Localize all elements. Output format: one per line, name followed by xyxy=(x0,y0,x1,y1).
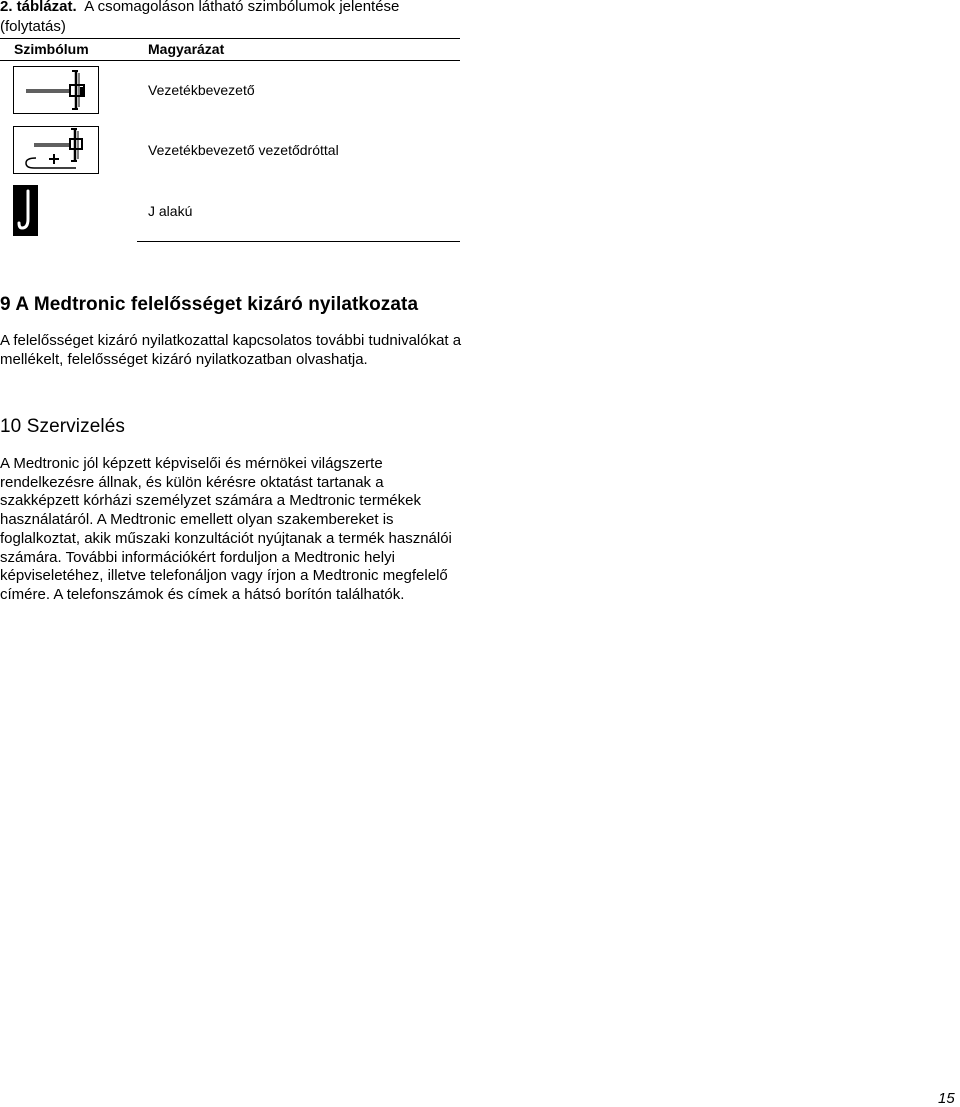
table-caption-label: 2. táblázat. xyxy=(0,0,77,15)
lead-introducer-icon xyxy=(13,66,99,114)
row-explanation: Vezetékbevezető xyxy=(148,82,255,98)
section-9-heading: 9 A Medtronic felelősséget kizáró nyilatkozata xyxy=(0,294,419,315)
table-caption-text: A csomagoláson látható szimbólumok jelentése (folytatás) xyxy=(0,0,400,35)
section-10-heading: 10 Szervizelés xyxy=(0,416,125,437)
section-10-body: A Medtronic jól képzett képviselői és mérnökei világszerte rendelkezésre állnak, és külön kérésre oktatást tartanak a szakképzett kórházi személyzet számára a Medtronic termékek használatáról. A Medtronic emellett olyan szakembereket is foglalkoztat, akik műszaki konzultációt nyújtanak a termék használói számára. További információkért forduljon a Medtronic helyi képviseletéhez, illetve telefonáljon vagy írjon a Medtronic megfelelő címére. A telefonszámok és címek a hátsó borítón találhatók. xyxy=(0,455,452,603)
column-header-symbol: Szimbólum xyxy=(14,41,89,57)
j-shape-icon xyxy=(13,185,38,236)
lead-introducer-guidewire-icon xyxy=(13,126,99,174)
table-top-rule xyxy=(0,38,460,39)
page-number: 15 xyxy=(938,1090,955,1107)
table-bottom-rule xyxy=(137,241,460,242)
section-9-body: A felelősséget kizáró nyilatkozattal kapcsolatos további tudnivalókat a mellékelt, felelősséget kizáró nyilatkozatban olvashatja. xyxy=(0,332,462,368)
table-caption xyxy=(0,0,460,37)
row-explanation: Vezetékbevezető vezetődróttal xyxy=(148,142,339,158)
row-explanation: J alakú xyxy=(148,203,193,219)
table-header-rule xyxy=(0,60,460,61)
column-header-explanation: Magyarázat xyxy=(148,41,225,57)
